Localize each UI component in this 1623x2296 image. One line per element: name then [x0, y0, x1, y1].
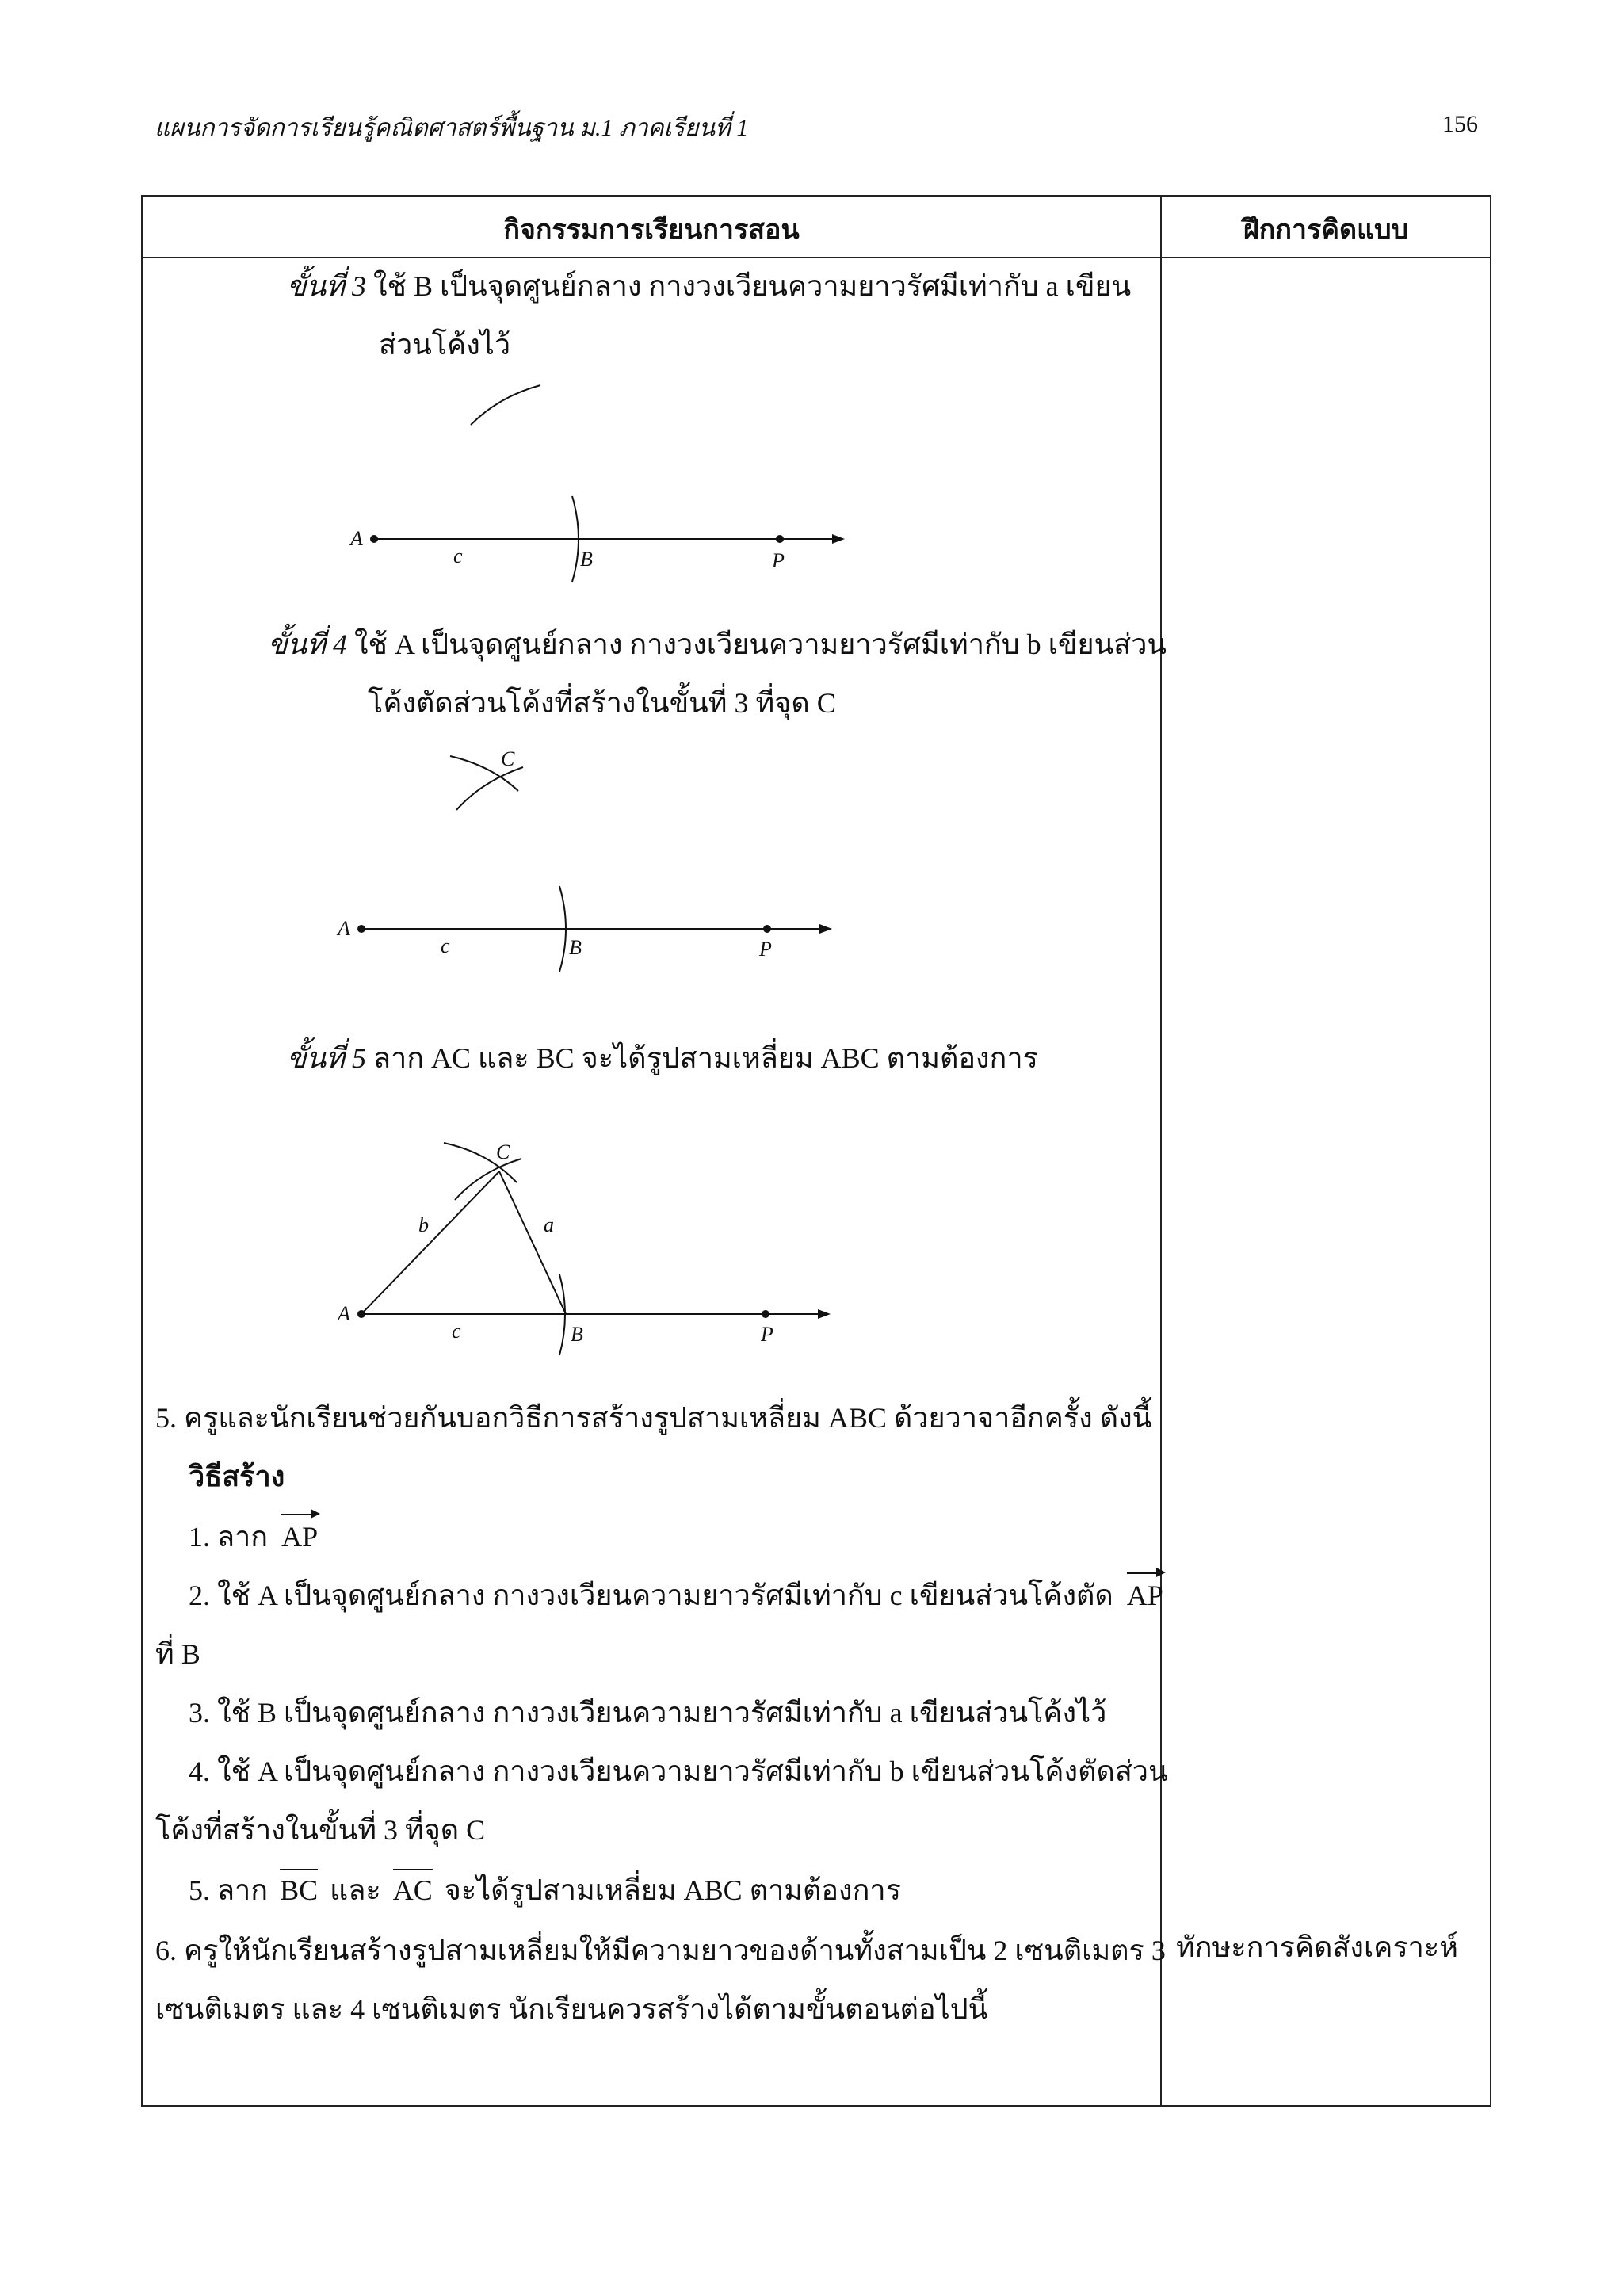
label-a: A [338, 917, 350, 940]
segment-bc-notation: BC [280, 1874, 318, 1908]
point-p [763, 925, 771, 933]
arc-from-b [455, 1159, 521, 1200]
method-step4-line1: 4. ใช้ A เป็นจุดศูนย์กลาง กางวงเวียนความยาวรัศมีเท่ากับ b เขียนส่วนโค้งตัดส่วน [189, 1755, 1168, 1787]
column-divider [1160, 195, 1162, 2107]
point-p [776, 535, 784, 543]
arc-from-b [471, 385, 540, 425]
step5-line: ลาก AC และ BC จะได้รูปสามเหลี่ยม ABC ตามต้องการ [372, 1042, 1038, 1074]
label-a: A [338, 1302, 350, 1325]
method-step3: 3. ใช้ B เป็นจุดศูนย์กลาง กางวงเวียนความยาวรัศมีเท่ากับ a เขียนส่วนโค้งไว้ [189, 1697, 1107, 1729]
step4-figure [333, 745, 840, 975]
label-side-b: b [418, 1213, 429, 1236]
label-p: P [759, 938, 772, 961]
method-step2-cont: ที่ B [155, 1638, 200, 1670]
point-a [357, 925, 365, 933]
method-title: วิธีสร้าง [189, 1461, 285, 1492]
label-p: P [761, 1323, 773, 1346]
step4-text [268, 628, 1167, 662]
method-step5-suffix: จะได้รูปสามเหลี่ยม ABC ตามต้องการ [444, 1874, 901, 1906]
step4-line2: โค้งตัดส่วนโค้งที่สร้างในขั้นที่ 3 ที่จุด C [368, 687, 836, 719]
side-ac [361, 1171, 499, 1314]
label-side-a: a [544, 1213, 554, 1236]
step5-text [287, 1041, 1038, 1075]
column-header-activities: กิจกรรมการเรียนการสอน [503, 216, 800, 245]
item6-line1: 6. ครูให้นักเรียนสร้างรูปสามเหลี่ยมให้มีความยาวของด้านทั้งสามเป็น 2 เซนติเมตร 3 [155, 1935, 1166, 1966]
side-bc [499, 1171, 566, 1314]
ray-arrowhead [832, 534, 845, 544]
step3-figure [341, 379, 848, 585]
label-b: B [569, 936, 582, 959]
method-step2 [189, 1579, 1170, 1613]
ray-arrowhead [818, 1309, 831, 1319]
method-step1-prefix: 1. ลาก [189, 1521, 269, 1553]
method-step5-and: และ [330, 1874, 381, 1906]
label-c: c [452, 1320, 461, 1343]
label-a: A [350, 527, 363, 550]
label-c-point: C [496, 1140, 510, 1163]
segment-ac-notation: AC [393, 1874, 433, 1908]
step3-label: ขั้นที่ 3 [287, 270, 366, 302]
method-step5 [189, 1874, 901, 1908]
method-step1 [189, 1520, 324, 1554]
column-header-thinking: ฝึกการคิดแบบ [1243, 216, 1409, 245]
item6-line2: เซนติเมตร และ 4 เซนติเมตร นักเรียนควรสร้างได้ตามขั้นตอนต่อไปนี้ [155, 1993, 988, 2025]
step3-text [287, 269, 1131, 304]
ray-arrowhead [819, 924, 832, 934]
step4-line1: ใช้ A เป็นจุดศูนย์กลาง กางวงเวียนความยาวรัศมีเท่ากับ b เขียนส่วน [353, 628, 1167, 660]
label-p: P [772, 549, 785, 572]
step5-label: ขั้นที่ 5 [287, 1042, 366, 1074]
label-c: c [453, 544, 463, 567]
step3-line1: ใช้ B เป็นจุดศูนย์กลาง กางวงเวียนความยาวรัศมีเท่ากับ a เขียน [372, 270, 1132, 302]
ray-ap-notation: AP [1127, 1579, 1163, 1613]
step4-label: ขั้นที่ 4 [268, 628, 347, 660]
method-step5-prefix: 5. ลาก [189, 1874, 269, 1906]
header-row-divider [141, 257, 1491, 258]
step5-figure [333, 1133, 840, 1355]
label-b: B [580, 548, 593, 571]
label-c-point: C [501, 747, 515, 770]
method-step4-line2: โค้งที่สร้างในขั้นที่ 3 ที่จุด C [155, 1814, 486, 1846]
item5-intro: 5. ครูและนักเรียนช่วยกันบอกวิธีการสร้างรูปสามเหลี่ยม ABC ด้วยวาจาอีกครั้ง ดังนี้ [155, 1402, 1152, 1434]
page-header-title: แผนการจัดการเรียนรู้คณิตศาสตร์พื้นฐาน ม.1 ภาคเรียนที่ 1 [155, 115, 749, 141]
step3-line2: ส่วนโค้งไว้ [379, 329, 511, 361]
point-a [370, 535, 378, 543]
point-a [357, 1310, 365, 1318]
point-p [762, 1310, 769, 1318]
ray-ap-notation: AP [281, 1520, 318, 1554]
arc-from-b [456, 767, 523, 810]
thinking-skill: ทักษะการคิดสังเคราะห์ [1176, 1931, 1458, 1963]
method-step2-text: 2. ใช้ A เป็นจุดศูนย์กลาง กางวงเวียนความยาวรัศมีเท่ากับ c เขียนส่วนโค้งตัด [189, 1580, 1113, 1611]
label-b: B [571, 1323, 583, 1346]
label-c: c [441, 934, 450, 957]
page-number: 156 [1442, 111, 1478, 137]
